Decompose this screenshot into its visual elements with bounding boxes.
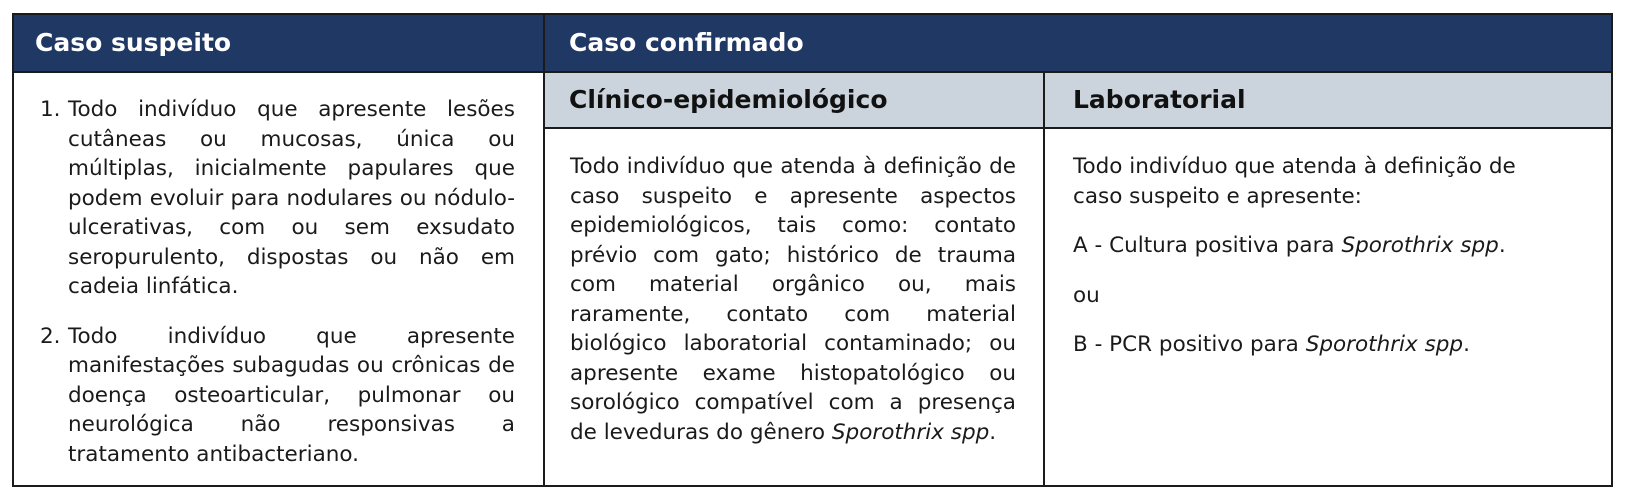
divider-subheader-bottom (545, 127, 1611, 129)
list-item-text: Todo indivíduo que apresente lesões cutâneas ou mucosas, única ou múltiplas, inicialmente papulares que podem evoluir para nodulares ou nódulo-ulcerativas, com ou sem exsudato seropurulento, dispostas ou não em cadeia linfática. (68, 97, 515, 299)
clinical-main-text: Todo indivíduo que atenda à definição de caso suspeito e apresente aspectos epidemiológicos, tais como: contato prévio com gato; histórico de trauma com material orgânico ou, mais raramente, contato com material biológico laboratorial contaminado; ou apresente exame histopatológico ou sorológico compatível com a presença de leveduras do gênero (570, 154, 1016, 445)
header-confirmed-label: Caso confirmado (569, 28, 804, 57)
subheader-clinical-label: Clínico-epidemiológico (569, 85, 888, 114)
list-item-text: Todo indivíduo que apresente manifestações subagudas ou crônicas de doença osteoarticular, pulmonar ou neurológica não responsivas a tratamento antibacteriano. (68, 323, 515, 467)
suspect-list (14, 95, 515, 469)
list-item (14, 322, 515, 470)
lab-option-a-prefix: A - Cultura positiva para (1073, 233, 1342, 258)
clinical-paragraph (570, 152, 1016, 447)
lab-option-b (1073, 330, 1519, 360)
lab-or: ou (1073, 282, 1100, 308)
header-suspect-label: Caso suspeito (35, 28, 232, 57)
header-suspect-cell (14, 15, 543, 71)
list-item-number: 2. (40, 323, 61, 349)
clinical-species: Sporothrix spp (831, 419, 990, 445)
lab-option-b-species: Sporothrix spp (1305, 332, 1464, 357)
suspect-body-cell (14, 95, 543, 469)
lab-body-cell (1073, 152, 1519, 360)
divider-header-bottom (14, 71, 1611, 73)
case-definition-table (12, 13, 1613, 487)
lab-option-a-end: . (1498, 233, 1506, 258)
lab-intro: Todo indivíduo que atenda à definição de caso suspeito e apresente: (1073, 154, 1516, 209)
clinical-body-cell (570, 152, 1016, 447)
list-item (14, 95, 515, 302)
subheader-lab-cell (1045, 73, 1611, 127)
subheader-clinical-cell (545, 73, 1043, 127)
header-confirmed-cell (545, 15, 1611, 71)
divider-col-1 (543, 15, 545, 485)
lab-option-b-end: . (1463, 332, 1470, 357)
subheader-lab-label: Laboratorial (1073, 85, 1246, 114)
clinical-end: . (989, 419, 997, 445)
lab-option-a (1073, 231, 1519, 261)
lab-option-b-prefix: B - PCR positivo para (1073, 332, 1306, 357)
list-item-number: 1. (40, 97, 61, 122)
lab-option-a-species: Sporothrix spp (1341, 233, 1499, 258)
divider-col-2 (1043, 71, 1045, 485)
